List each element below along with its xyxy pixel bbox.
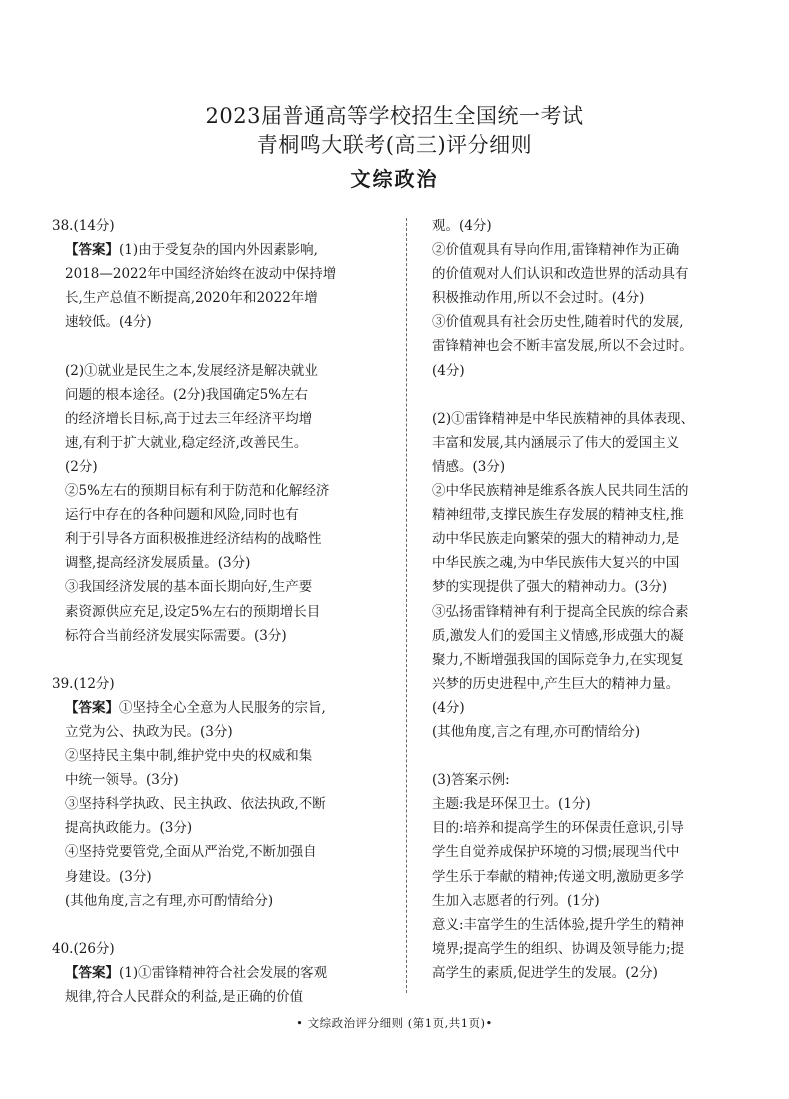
line-text: 境界;提高学生的组织、协调及领导能力;提 xyxy=(432,940,685,957)
text-line xyxy=(52,792,392,816)
text-line xyxy=(432,431,772,455)
text-line xyxy=(432,624,772,648)
text-line xyxy=(52,575,392,599)
text-line xyxy=(52,310,392,334)
line-text: 素资源供应充足,设定5%左右的预期增长目 xyxy=(65,603,321,620)
text-line xyxy=(432,720,772,744)
text-line xyxy=(52,937,392,961)
text-line xyxy=(52,865,392,889)
text-line xyxy=(52,551,392,575)
line-text: ②5%左右的预期目标有利于防范和化解经济 xyxy=(65,483,330,500)
text-line xyxy=(52,214,392,238)
right-column xyxy=(432,214,772,985)
text-line xyxy=(52,455,392,479)
line-text: ④坚持党要管党,全面从严治党,不断加强自 xyxy=(65,844,317,861)
text-line xyxy=(52,383,392,407)
text-line xyxy=(432,503,772,527)
line-text: ②坚持民主集中制,维护党中央的权威和集 xyxy=(65,748,313,765)
line-text: (2分) xyxy=(65,458,98,475)
text-line xyxy=(432,961,772,985)
text-line xyxy=(52,889,392,913)
text-line xyxy=(432,238,772,262)
line-text: (其他角度,言之有理,亦可酌情给分) xyxy=(65,892,274,909)
text-line xyxy=(432,889,772,913)
line-text: 学生自觉养成保护环境的习惯;展现当代中 xyxy=(432,844,680,861)
line-text: 目的:培养和提高学生的环保责任意识,引导 xyxy=(432,820,684,837)
line-text: ③坚持科学执政、民主执政、依法执政,不断 xyxy=(65,796,326,813)
line-text: 调整,提高经济发展质量。(3分) xyxy=(65,555,251,572)
text-line xyxy=(432,672,772,696)
text-line xyxy=(432,551,772,575)
line-text: 意义:丰富学生的生活体验,提升学生的精神 xyxy=(432,916,684,933)
line-text: ①坚持全心全意为人民服务的宗旨, xyxy=(119,699,326,716)
line-text: 速较低。(4分) xyxy=(65,314,152,331)
line-text: 标符合当前经济发展实际需要。(3分) xyxy=(65,627,287,644)
line-text: (4分) xyxy=(432,362,465,379)
text-line xyxy=(52,359,392,383)
page-footer: • 文综政治评分细则 (第1页,共1页)• xyxy=(296,1016,493,1030)
text-line xyxy=(432,310,772,334)
text-line xyxy=(52,672,392,696)
line-text: 积极推动作用,所以不会过时。(4分) xyxy=(432,290,645,307)
text-line xyxy=(52,961,392,985)
text-line xyxy=(52,768,392,792)
text-line xyxy=(52,624,392,648)
exam-subtitle: 青桐鸣大联考(高三)评分细则 xyxy=(256,133,533,157)
line-text: 中统一领导。(3分) xyxy=(65,772,179,789)
text-line xyxy=(52,407,392,431)
text-line xyxy=(432,792,772,816)
line-text: 主题:我是环保卫士。(1分) xyxy=(432,796,591,813)
text-line xyxy=(432,286,772,310)
line-text: ③弘扬雷锋精神有利于提高全民族的综合素 xyxy=(432,603,689,620)
line-text: ②价值观具有导向作用,雷锋精神作为正确 xyxy=(432,242,680,259)
line-text: 规律,符合人民群众的利益,是正确的价值 xyxy=(65,989,304,1005)
line-text: 观。(4分) xyxy=(432,218,492,234)
paragraph-gap xyxy=(52,913,392,937)
line-text: 质,激发人们的爱国主义情感,形成强大的凝 xyxy=(432,627,684,644)
text-line xyxy=(52,503,392,527)
line-text: (3)答案示例: xyxy=(432,772,510,789)
text-line xyxy=(52,744,392,768)
line-text: 兴梦的历史进程中,产生巨大的精神力量。 xyxy=(432,675,680,692)
line-text: ②中华民族精神是维系各族人民共同生活的 xyxy=(432,483,689,500)
line-text: 精神纽带,支撑民族生存发展的精神支柱,推 xyxy=(432,507,684,524)
left-column xyxy=(52,214,392,1009)
text-line xyxy=(432,527,772,551)
answer-label: 【答案】 xyxy=(65,242,119,259)
text-line xyxy=(432,865,772,889)
text-line xyxy=(52,840,392,864)
line-text: 聚力,不断增强我国的国际竞争力,在实现复 xyxy=(432,651,684,668)
line-text: 40.(26分) xyxy=(52,940,115,957)
line-text: 速,有利于扩大就业,稳定经济,改善民生。 xyxy=(65,434,308,451)
text-line xyxy=(432,600,772,624)
text-line xyxy=(52,985,392,1009)
line-text: 动中华民族走向繁荣的强大的精神动力,是 xyxy=(432,531,680,548)
line-text: (2)①雷锋精神是中华民族精神的具体表现、 xyxy=(432,410,695,427)
text-line xyxy=(432,455,772,479)
line-text: ③我国经济发展的基本面长期向好,生产要 xyxy=(65,579,313,596)
paragraph-gap xyxy=(432,383,772,407)
text-line xyxy=(432,768,772,792)
line-text: 雷锋精神也会不断丰富发展,所以不会过时。 xyxy=(432,338,693,355)
line-text: 的经济增长目标,高于过去三年经济平均增 xyxy=(65,410,313,427)
text-line xyxy=(52,816,392,840)
line-text: 身建设。(3分) xyxy=(65,868,152,885)
paragraph-gap xyxy=(52,648,392,672)
text-line xyxy=(52,720,392,744)
text-line xyxy=(432,937,772,961)
line-text: 高学生的素质,促进学生的发展。(2分) xyxy=(432,964,658,981)
text-line xyxy=(432,334,772,358)
answer-label: 【答案】 xyxy=(65,699,119,716)
text-line xyxy=(432,696,772,720)
line-text: 2018—2022年中国经济始终在波动中保持增 xyxy=(65,266,337,283)
text-line xyxy=(52,600,392,624)
line-text: 丰富和发展,其内涵展示了伟大的爱国主义 xyxy=(432,434,680,451)
text-line xyxy=(432,479,772,503)
text-line xyxy=(432,262,772,286)
exam-title: 2023届普通高等学校招生全国统一考试 xyxy=(205,104,584,128)
line-text: 情感。(3分) xyxy=(432,458,506,475)
answer-label: 【答案】 xyxy=(65,964,119,981)
text-line xyxy=(432,840,772,864)
paragraph-gap xyxy=(52,334,392,358)
line-text: ③价值观具有社会历史性,随着时代的发展, xyxy=(432,314,684,331)
text-line xyxy=(52,286,392,310)
line-text: 立党为公、执政为民。(3分) xyxy=(65,723,233,740)
line-text: 利于引导各方面积极推进经济结构的战略性 xyxy=(65,531,322,548)
text-line xyxy=(52,479,392,503)
text-line xyxy=(432,214,772,238)
line-text: 梦的实现提供了强大的精神动力。(3分) xyxy=(432,579,668,596)
text-line xyxy=(432,648,772,672)
line-text: 生加入志愿者的行列。(1分) xyxy=(432,892,600,909)
text-line xyxy=(52,262,392,286)
text-line xyxy=(432,816,772,840)
line-text: (4分) xyxy=(432,699,465,716)
line-text: 的价值观对人们认识和改造世界的活动具有 xyxy=(432,266,689,283)
line-text: 39.(12分) xyxy=(52,675,115,692)
line-text: (1)①雷锋精神符合社会发展的客观 xyxy=(119,964,328,981)
text-line xyxy=(432,359,772,383)
text-line xyxy=(52,238,392,262)
line-text: 38.(14分) xyxy=(52,218,115,234)
subject-heading: 文综政治 xyxy=(350,167,439,191)
text-line xyxy=(52,696,392,720)
line-text: 问题的根本途径。(2分)我国确定5%左右 xyxy=(65,386,309,403)
line-text: (1)由于受复杂的国内外因素影响, xyxy=(119,242,318,259)
line-text: 提高执政能力。(3分) xyxy=(65,820,193,837)
line-text: (2)①就业是民生之本,发展经济是解决就业 xyxy=(65,362,318,379)
column-divider xyxy=(406,218,407,993)
line-text: 长,生产总值不断提高,2020年和2022年增 xyxy=(65,290,318,307)
paragraph-gap xyxy=(432,744,772,768)
text-line xyxy=(432,407,772,431)
text-line xyxy=(432,575,772,599)
line-text: 中华民族之魂,为中华民族伟大复兴的中国 xyxy=(432,555,680,572)
line-text: 学生乐于奉献的精神;传递文明,激励更多学 xyxy=(432,868,684,885)
text-line xyxy=(432,913,772,937)
line-text: 运行中存在的各种问题和风险,同时也有 xyxy=(65,507,299,524)
text-line xyxy=(52,431,392,455)
line-text: (其他角度,言之有理,亦可酌情给分) xyxy=(432,723,641,740)
text-line xyxy=(52,527,392,551)
